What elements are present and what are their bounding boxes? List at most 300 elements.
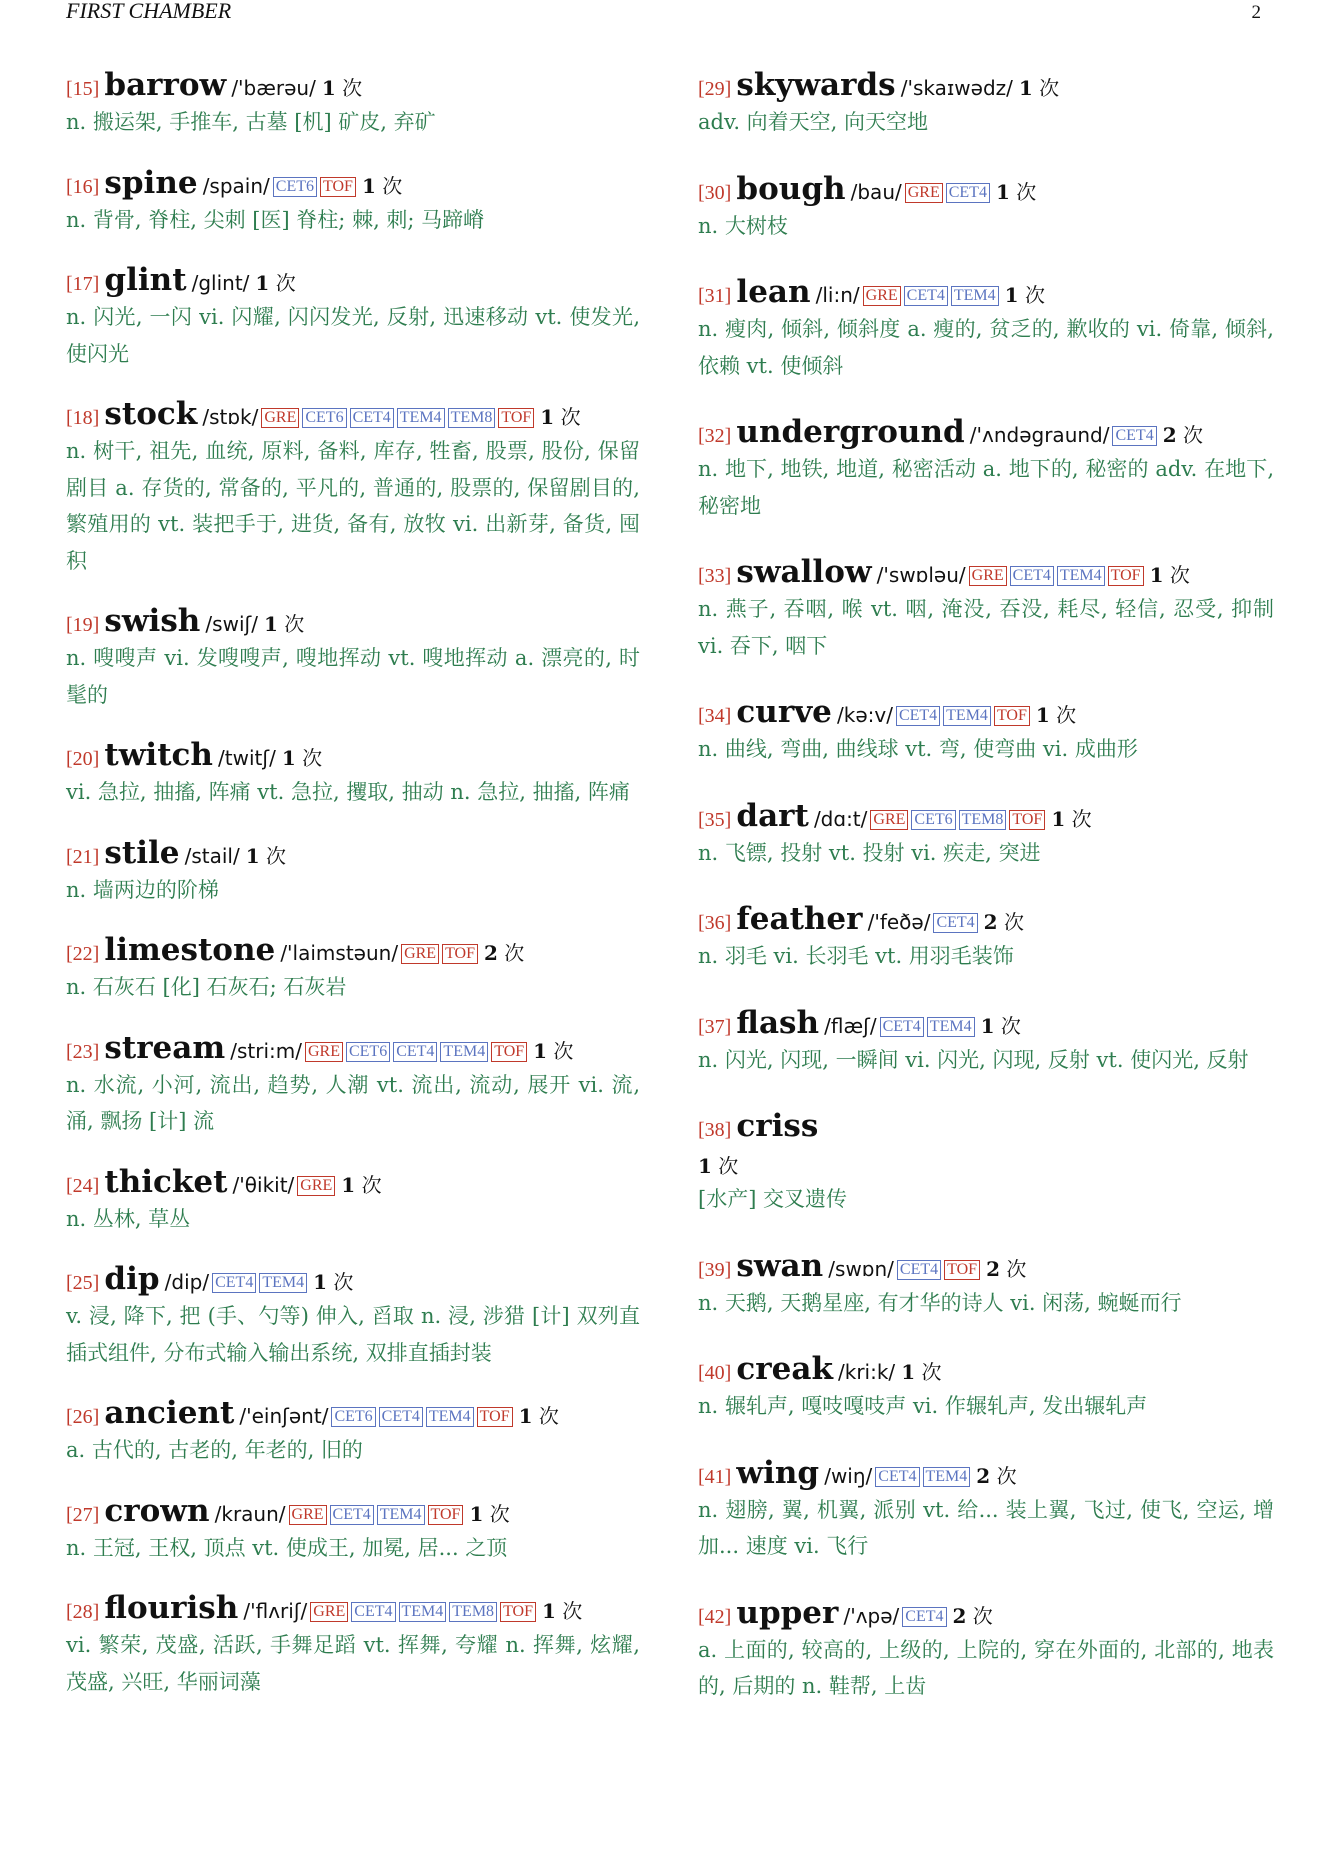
count-value: 1 [1051,806,1066,831]
entry-headline [698,274,1274,314]
vocab-entry [66,165,640,239]
definition: n. 羽毛 vi. 长羽毛 vt. 用羽毛装饰 [698,944,1014,968]
count-value: 1 [1149,563,1164,587]
headword: underground [736,414,965,450]
count-value: 1 [542,1599,556,1623]
phonetic: /'ʌpə/ [843,1603,900,1628]
vocab-entry [66,1030,640,1140]
occurrence-count [1163,423,1203,447]
count-unit: 次 [1024,283,1045,307]
occurrence-count [322,76,362,100]
headword: creak [736,1351,833,1387]
entry-number: [19] [66,614,100,636]
count-unit: 次 [553,1038,574,1063]
count-value: 1 [995,179,1010,204]
phonetic: /flæʃ/ [824,1013,877,1038]
exam-tag: TOF [477,1407,513,1427]
occurrence-count [953,1604,993,1628]
exam-tag: GRE [401,944,439,964]
count-value: 1 [361,173,376,198]
count-unit: 次 [1071,806,1092,831]
occurrence-count [264,612,304,636]
occurrence-count [362,174,402,198]
count-unit: 次 [1003,910,1024,934]
count-value: 1 [341,1172,356,1197]
count-value: 2 [976,1463,991,1488]
count-unit: 次 [718,1154,739,1178]
headword: ancient [104,1395,235,1431]
count-value: 2 [952,1603,967,1628]
exam-tag: CET4 [393,1042,437,1062]
phonetic: /swiʃ/ [205,612,258,636]
exam-tag: TEM4 [1057,566,1105,586]
count-unit: 次 [560,405,581,429]
entry-number: [22] [66,943,100,965]
definition: n. 背骨, 脊柱, 尖刺 [医] 脊柱; 棘, 刺; 马蹄嵴 [66,207,485,232]
entry-number: [25] [66,1272,100,1294]
exam-tag: GRE [289,1505,327,1525]
occurrence-count [976,1464,1016,1488]
entry-number: [30] [698,181,732,204]
exam-tag: TOF [491,1042,527,1062]
count-unit: 次 [361,1172,382,1197]
definition: n. 嗖嗖声 vi. 发嗖嗖声, 嗖地挥动 vt. 嗖地挥动 a. 漂亮的, 时髦的 [66,646,640,707]
count-unit: 次 [333,1270,354,1294]
exam-tag: TEM8 [959,810,1007,830]
vocab-entry [698,171,1274,245]
exam-tag: CET4 [1112,426,1156,446]
phonetic: /'swɒləu/ [876,563,966,587]
entry-number: [17] [66,273,100,295]
count-unit: 次 [382,173,403,198]
headword: swallow [736,554,872,590]
count-value: 1 [518,1404,533,1428]
headword: crown [104,1492,210,1529]
vocab-entry [698,1351,1274,1425]
count-unit: 次 [1000,1013,1021,1038]
phonetic: /dɑ:t/ [813,806,868,831]
headword: flash [736,1004,820,1041]
entry-number: [35] [698,808,732,831]
vocab-entry [698,554,1274,664]
exam-tag: CET4 [379,1407,423,1427]
entry-number: [28] [66,1601,100,1623]
count-value: 1 [321,76,336,100]
entry-number: [40] [698,1362,732,1384]
definition: n. 树干, 祖先, 血统, 原料, 备料, 库存, 牲畜, 股票, 股份, 保留剧目 a. 存货的, 常备的, 平凡的, 普通的, 股票的, 保留剧目的, 繁殖用的 vt. 装把手于, 进货, 备有, 放牧 vi. 出新芽, 备货, 囤积 [66,439,640,573]
vocab-entry [698,1108,1274,1218]
definition: n. 辗轧声, 嘎吱嘎吱声 vi. 作辗轧声, 发出辗轧声 [698,1394,1148,1418]
count-unit: 次 [284,612,305,636]
phonetic: /'bærəu/ [231,76,316,100]
vocab-entry [698,414,1274,524]
entry-headline [66,262,640,302]
definition: n. 王冠, 王权, 顶点 vt. 使成王, 加冕, 居... 之顶 [66,1535,508,1560]
occurrence-count [1019,76,1059,100]
entry-headline [698,1248,1274,1288]
exam-tag: TOF [498,408,534,428]
entry-headline [66,1590,640,1630]
headword: swan [736,1247,824,1284]
exam-tag: TEM4 [399,1602,447,1622]
count-unit: 次 [562,1599,583,1623]
exam-tag: TEM4 [951,286,999,306]
vocab-entry [698,798,1274,872]
left-column [66,67,640,1700]
definition: n. 闪光, 闪现, 一瞬间 vi. 闪光, 闪现, 反射 vt. 使闪光, 反射 [698,1047,1249,1072]
definition: n. 燕子, 吞咽, 喉 vt. 咽, 淹没, 吞没, 耗尽, 轻信, 忍受, 抑制 vi. 吞下, 咽下 [698,597,1274,658]
entry-number: [18] [66,407,100,429]
definition: n. 飞镖, 投射 vt. 投射 vi. 疾走, 突进 [698,840,1041,865]
entry-headline [66,737,640,777]
vocab-entry [66,835,640,909]
definition: a. 古代的, 古老的, 年老的, 旧的 [66,1438,363,1462]
right-column [698,67,1274,1705]
headword: spine [104,164,198,201]
count-unit: 次 [302,746,323,770]
phonetic: /'θikit/ [232,1172,295,1197]
exam-tag: TEM4 [943,706,991,726]
entry-number: [42] [698,1605,732,1628]
exam-tag: GRE [863,286,901,306]
phonetic: /stɒk/ [202,405,259,429]
exam-tag: CET4 [946,183,990,203]
headword: glint [104,262,187,298]
headword: stock [104,396,198,432]
exam-tag: TEM4 [440,1042,488,1062]
count-value: 1 [245,843,260,868]
count-unit: 次 [342,76,363,100]
vocab-entry [66,737,640,811]
occurrence-count [1036,703,1076,727]
exam-tag: TOF [500,1602,536,1622]
count-value: 1 [698,1154,712,1178]
exam-tag: CET4 [896,706,940,726]
headword: swish [104,603,201,639]
exam-tag: CET4 [902,1607,946,1627]
occurrence-count [341,1173,381,1197]
occurrence-count [542,1599,582,1623]
phonetic: /glint/ [191,271,250,295]
exam-tag: TOF [320,177,356,197]
entry-headline [66,932,640,972]
definition: n. 曲线, 弯曲, 曲线球 vt. 弯, 使弯曲 vi. 成曲形 [698,737,1138,761]
occurrence-count [246,844,286,868]
vocab-entry [66,932,640,1006]
occurrence-count [484,941,524,965]
vocab-entry [698,901,1274,975]
count-unit: 次 [1169,563,1190,587]
entry-number: [39] [698,1258,732,1281]
exam-tag: CET4 [330,1505,374,1525]
exam-tag: GRE [310,1602,348,1622]
vocab-entry [698,1595,1274,1705]
exam-tag: GRE [969,566,1007,586]
occurrence-count [901,1360,941,1384]
occurrence-count [1150,563,1190,587]
phonetic: /stri:m/ [230,1038,302,1063]
exam-tag: TEM4 [927,1017,975,1037]
count-value: 1 [980,1013,995,1038]
count-unit: 次 [538,1404,559,1428]
definition: n. 水流, 小河, 流出, 趋势, 人潮 vt. 流出, 流动, 展开 vi. 流, 涌, 飘扬 [计] 流 [66,1072,640,1133]
exam-tag: GRE [305,1042,343,1062]
entry-number: [23] [66,1040,100,1063]
definition: n. 墙两边的阶梯 [66,877,219,902]
count-value: 1 [281,746,296,770]
entry-number: [37] [698,1015,732,1038]
count-value: 1 [1018,76,1033,100]
phonetic: /'laimstəun/ [280,941,399,965]
count-value: 2 [484,941,498,965]
occurrence-count [1005,283,1045,307]
exam-tag: TOF [994,706,1030,726]
count-value: 1 [901,1360,916,1384]
exam-tag: CET6 [346,1042,390,1062]
count-unit: 次 [275,271,296,295]
phonetic: /kri:k/ [838,1360,896,1384]
definition: n. 大树枝 [698,213,788,238]
vocab-entry [66,1493,640,1567]
exam-tag: GRE [261,408,299,428]
headword: twitch [104,737,213,773]
entry-headline [698,901,1274,941]
exam-tag: CET4 [351,1602,395,1622]
phonetic: /'feðə/ [867,910,931,934]
entry-number: [33] [698,565,732,587]
phonetic: /dip/ [164,1270,210,1294]
entry-headline [66,1395,640,1435]
count-unit: 次 [1182,423,1203,447]
headword: limestone [104,932,276,968]
vocab-entry [698,274,1274,384]
headword: stream [104,1029,226,1066]
exam-tag: CET6 [302,408,346,428]
exam-tag: TEM8 [448,408,496,428]
vocab-entry [66,603,640,713]
entry-headline [66,1030,640,1070]
count-value: 1 [255,271,270,295]
count-value: 1 [1035,703,1050,727]
occurrence-count [519,1404,559,1428]
headword: dart [736,797,809,834]
exam-tag: TEM4 [923,1467,971,1487]
entry-headline [698,171,1274,211]
phonetic: /spain/ [202,173,270,198]
entry-headline [698,694,1274,734]
headword: stile [104,834,180,871]
entry-number: [34] [698,705,732,727]
entry-headline [66,67,640,107]
entry-headline [698,1595,1274,1635]
occurrence-count [996,180,1036,204]
exam-tag: CET4 [897,1260,941,1280]
phonetic: /kə:v/ [837,703,893,727]
count-unit: 次 [1006,1256,1027,1281]
entry-headline [698,554,1274,594]
exam-tag: TEM8 [449,1602,497,1622]
page-title: FIRST CHAMBER [66,0,232,23]
exam-tag: CET6 [331,1407,375,1427]
phonetic: /swɒn/ [828,1256,894,1281]
phonetic: /wiŋ/ [824,1463,873,1488]
count-unit: 次 [972,1603,993,1628]
entry-number: [26] [66,1406,100,1428]
count-value: 1 [540,405,555,429]
exam-tag: CET4 [212,1273,256,1293]
definition: [水产] 交叉遗传 [698,1187,848,1211]
definition: n. 翅膀, 翼, 机翼, 派别 vt. 给... 装上翼, 飞过, 使飞, 空运, 增加... 速度 vi. 飞行 [698,1497,1274,1558]
definition: n. 丛林, 草丛 [66,1206,191,1231]
definition: n. 闪光, 一闪 vi. 闪耀, 闪闪发光, 反射, 迅速移动 vt. 使发光, 使闪光 [66,305,640,366]
vocab-entry [66,1395,640,1469]
vocab-entry [66,67,640,141]
vocab-entry [698,694,1274,768]
exam-tag: CET4 [350,408,394,428]
entry-number: [20] [66,748,100,770]
occurrence-count [313,1270,353,1294]
headword: flourish [104,1590,239,1626]
definition: vi. 繁荣, 茂盛, 活跃, 手舞足蹈 vt. 挥舞, 夸耀 n. 挥舞, 炫耀, 茂盛, 兴旺, 华丽词藻 [66,1633,640,1694]
count-unit: 次 [1016,179,1037,204]
exam-tag: TOF [1108,566,1144,586]
count-unit: 次 [489,1501,510,1526]
headword: upper [736,1594,839,1631]
count-value: 1 [313,1270,328,1294]
exam-tag: TOF [944,1260,980,1280]
definition: n. 天鹅, 天鹅星座, 有才华的诗人 vi. 闲荡, 蜿蜒而行 [698,1290,1182,1315]
count-value: 2 [983,910,998,934]
headword: dip [104,1261,160,1297]
count-unit: 次 [996,1463,1017,1488]
exam-tag: CET4 [1010,566,1054,586]
exam-tag: TOF [442,944,478,964]
count-value: 1 [469,1501,484,1526]
entry-number: [29] [698,78,732,100]
vocab-entry [698,67,1274,141]
headword: thicket [104,1163,228,1200]
headword: bough [736,170,846,207]
headword: curve [736,694,832,730]
occurrence-count [698,1148,1274,1184]
exam-tag: CET4 [904,286,948,306]
count-value: 2 [1162,423,1177,447]
phonetic: /twitʃ/ [218,746,276,770]
entry-headline [66,165,640,205]
phonetic: /li:n/ [815,283,860,307]
vocab-entry [698,1005,1274,1079]
occurrence-count [540,405,580,429]
count-unit: 次 [265,843,286,868]
entry-headline [698,1455,1274,1495]
page-number: 2 [1251,2,1261,23]
headword: criss [736,1108,819,1144]
entry-number: [38] [698,1119,732,1141]
occurrence-count [986,1257,1026,1281]
headword: feather [736,901,863,937]
entry-headline [698,1351,1274,1391]
exam-tag: TEM4 [397,408,445,428]
headword: lean [736,274,811,310]
phonetic: /'flʌriʃ/ [243,1599,308,1623]
entry-number: [32] [698,425,732,447]
vocab-entry [698,1455,1274,1565]
entry-headline [698,798,1274,838]
definition: n. 地下, 地铁, 地道, 秘密活动 a. 地下的, 秘密的 adv. 在地下, 秘密地 [698,457,1274,518]
entry-number: [27] [66,1503,100,1526]
exam-tag: CET6 [911,810,955,830]
exam-tag: TOF [1009,810,1045,830]
vocab-entry [66,262,640,372]
exam-tag: TEM4 [377,1505,425,1525]
entry-number: [41] [698,1465,732,1488]
exam-tag: CET4 [880,1017,924,1037]
vocab-entry [66,1261,640,1371]
phonetic: /kraun/ [214,1501,286,1526]
exam-tag: TOF [428,1505,464,1525]
count-value: 2 [986,1256,1000,1281]
count-value: 1 [263,612,278,636]
entry-headline [698,414,1274,454]
vocab-entry [698,1248,1274,1322]
headword: skywards [736,67,896,103]
entry-headline [66,603,640,643]
phonetic: /'einʃənt/ [239,1404,329,1428]
definition: v. 浸, 降下, 把 (手、勺等) 伸入, 舀取 n. 浸, 涉猎 [计] 双列直插式组件, 分布式输入输出系统, 双排直插封装 [66,1304,640,1365]
entry-headline [66,1261,640,1301]
occurrence-count [984,910,1024,934]
definition: vi. 急拉, 抽搐, 阵痛 vt. 急拉, 攫取, 抽动 n. 急拉, 抽搐, 阵痛 [66,780,630,804]
exam-tag: CET4 [875,1467,919,1487]
entry-number: [31] [698,285,732,307]
exam-tag: TEM4 [426,1407,474,1427]
phonetic: /bau/ [850,179,902,204]
vocab-entry [66,1164,640,1238]
count-value: 1 [1004,283,1019,307]
definition: n. 搬运架, 手推车, 古墓 [机] 矿皮, 弃矿 [66,110,436,134]
phonetic: /'ʌndəgraund/ [969,423,1110,447]
exam-tag: CET4 [933,913,977,933]
exam-tag: GRE [297,1176,335,1196]
entry-headline [698,1005,1274,1045]
occurrence-count [469,1502,509,1526]
entry-number: [21] [66,845,100,868]
definition: n. 石灰石 [化] 石灰石; 石灰岩 [66,975,347,999]
count-value: 1 [533,1038,548,1063]
count-unit: 次 [1039,76,1060,100]
exam-tag: GRE [870,810,908,830]
entry-number: [15] [66,78,100,100]
entry-number: [24] [66,1174,100,1197]
entry-headline [698,67,1274,107]
entry-headline [698,1108,1274,1148]
count-unit: 次 [1056,703,1077,727]
entry-headline [66,835,640,875]
occurrence-count [282,746,322,770]
occurrence-count [533,1039,573,1063]
exam-tag: TEM4 [259,1273,307,1293]
headword: wing [736,1454,820,1491]
entry-headline [66,396,640,436]
occurrence-count [1051,807,1091,831]
count-unit: 次 [921,1360,942,1384]
headword: barrow [104,67,227,103]
vocab-entry [66,1590,640,1700]
occurrence-count [981,1014,1021,1038]
entry-number: [36] [698,912,732,934]
entry-headline [66,1493,640,1533]
exam-tag: GRE [905,183,943,203]
